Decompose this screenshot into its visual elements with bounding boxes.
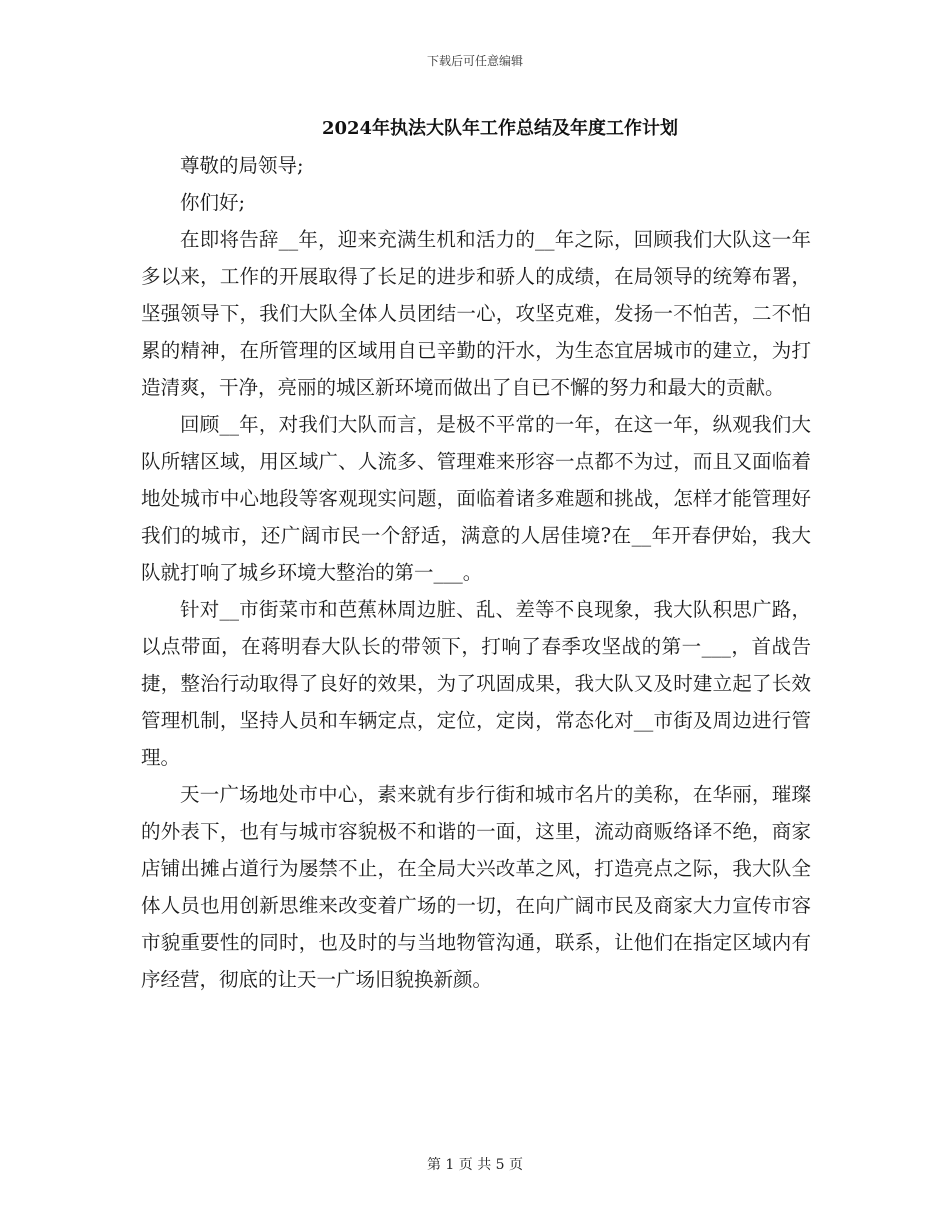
body-paragraph: 针对__市街菜市和芭蕉林周边脏、乱、差等不良现象，我大队积思广路，以点带面，在蒋明春大队长的带领下，打响了春季攻坚战的第一___，首战告捷，整治行动取得了良好的效果，为了巩固成果，我大队又及时建立起了长效管理机制，坚持人员和车辆定点，定位，定岗，常态化对__市街及周边进行管理。 — [141, 598, 811, 769]
body-paragraph: 回顾__年，对我们大队而言，是极不平常的一年，在这一年，纵观我们大队所辖区域，用区域广、人流多、管理难来形容一点都不为过，而且又面临着地处城市中心地段等客观现实问题，面临着诸多难题和挑战，怎样才能管理好我们的城市，还广阔市民一个舒适，满意的人居佳境?在__年开春伊始，我大队就打响了城乡环境大整治的第一___。 — [141, 413, 811, 584]
body-paragraph: 在即将告辞__年，迎来充满生机和活力的__年之际，回顾我们大队这一年多以来，工作的开展取得了长足的进步和骄人的成绩，在局领导的统筹布署，坚强领导下，我们大队全体人员团结一心，攻坚克难，发扬一不怕苦，二不怕累的精神，在所管理的区域用自已辛勤的汗水，为生态宜居城市的建立，为打造清爽，干净，亮丽的城区新环境而做出了自已不懈的努力和最大的贡献。 — [141, 228, 811, 399]
page-indicator: 第 1 页 共 5 页 — [426, 1157, 524, 1173]
body-paragraph: 天一广场地处市中心，素来就有步行街和城市名片的美称，在华丽，璀璨的外表下，也有与城市容貌极不和谐的一面，这里，流动商贩络译不绝，商家店铺出摊占道行为屡禁不止，在全局大兴改革之风，打造亮点之际，我大队全体人员也用创新思维来改变着广场的一切，在向广阔市民及商家大力宣传市容市貌重要性的同时，也及时的与当地物管沟通，联系，让他们在指定区域内有序经营，彻底的让天一广场旧貌换新颜。 — [141, 783, 811, 991]
document-body — [141, 147, 811, 998]
header-note: 下载后可任意编辑 — [426, 54, 523, 68]
document-title: 2024年执法大队年工作总结及年度工作计划 — [321, 118, 679, 139]
salutation: 尊敬的局领导; — [180, 154, 304, 177]
greeting: 你们好; — [180, 191, 246, 214]
